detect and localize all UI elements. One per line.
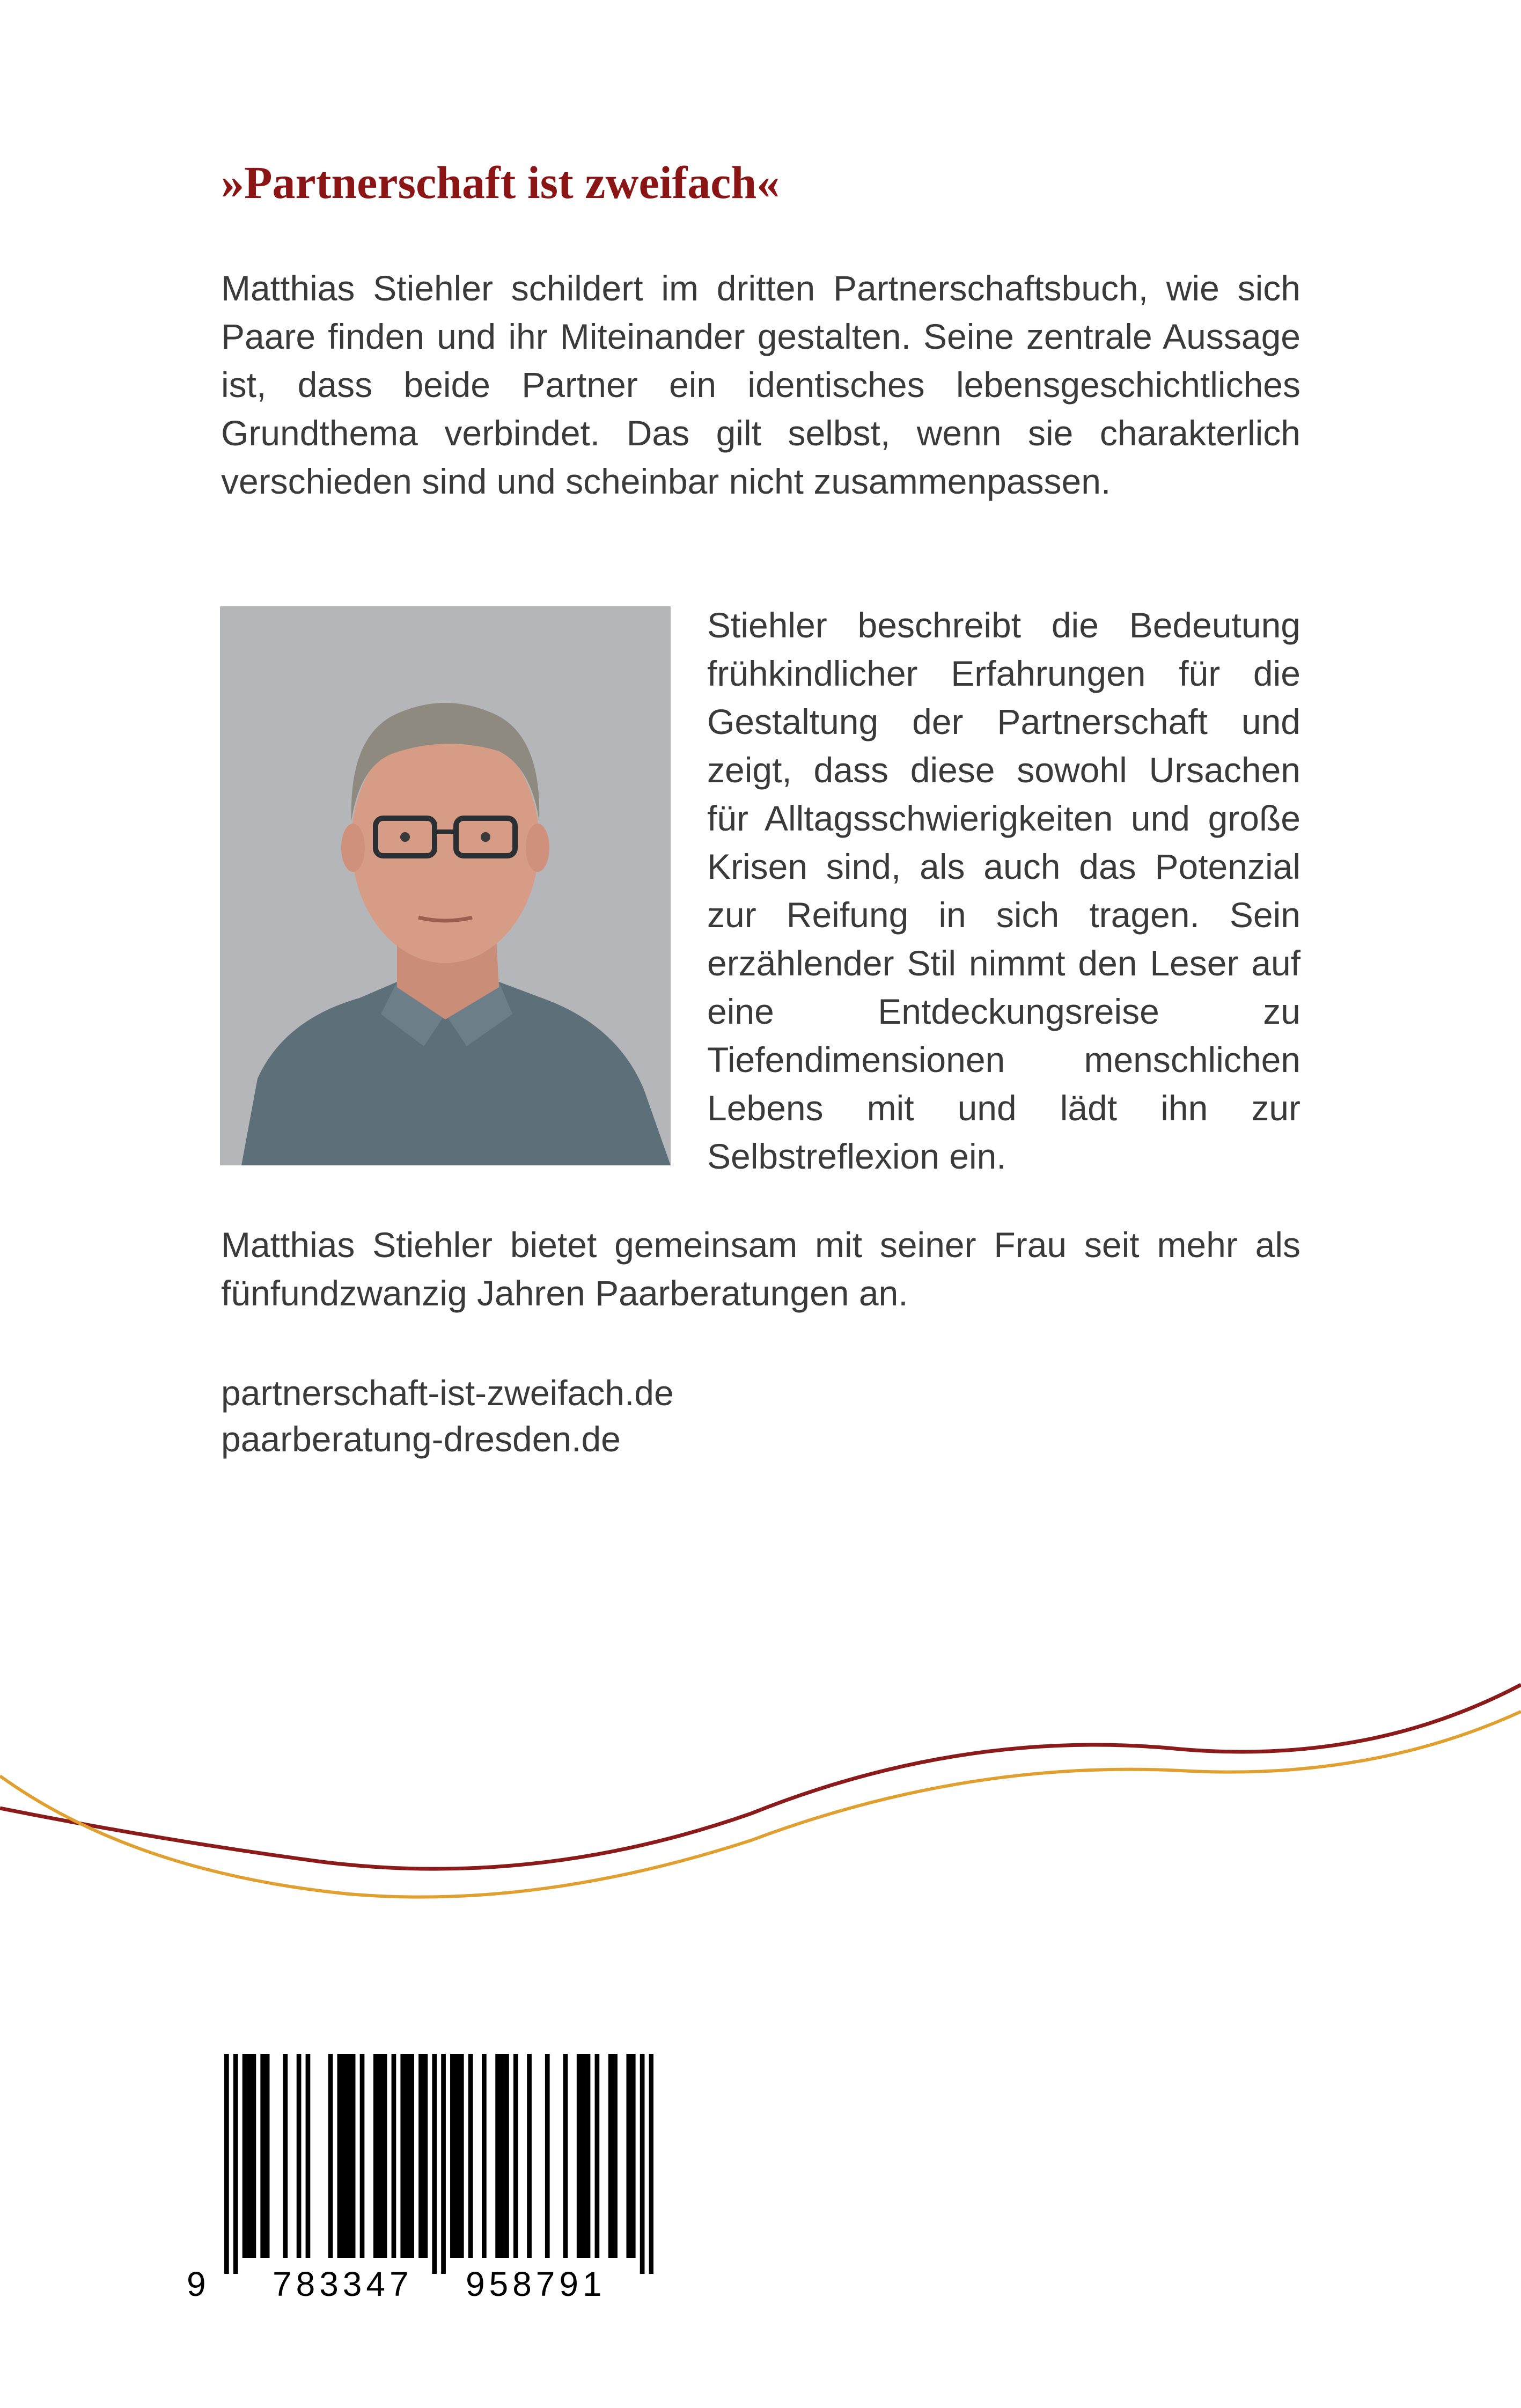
barcode-first-digit: 9: [187, 2265, 206, 2303]
bio-paragraph: Stiehler beschreibt die Bedeutung frühkindlicher Erfahrungen für die Gestaltung der Partnerschaft und zeigt, dass diese sowohl Ursachen für Alltagsschwierigkeiten und große Krisen sind, als auch das Potenzial zur Reifung in sich tragen. Sein erzählender Stil nimmt den Leser auf eine Entdeckungsreise zu Tiefendimensionen menschlichen Lebens mit und lädt ihn zur Selbstreflexion ein.: [707, 605, 1300, 1176]
outro-paragraph: Matthias Stiehler bietet gemeinsam mit seiner Frau seit mehr als fünfundzwanzig Jahren Paarberatungen an.: [221, 1225, 1300, 1313]
barcode-bar: [504, 2054, 509, 2258]
barcode-bar: [224, 2054, 229, 2274]
barcode-bar: [631, 2054, 636, 2258]
barcode-bar: [432, 2054, 437, 2274]
barcode-bars: [224, 2054, 653, 2274]
barcode-bar: [392, 2054, 396, 2258]
barcode-bar: [418, 2054, 423, 2258]
barcode-bar: [441, 2054, 446, 2274]
barcode-bar: [252, 2054, 256, 2258]
isbn-barcode: [187, 2043, 653, 2317]
website-link-2[interactable]: paarberatung-dresden.de: [221, 1419, 621, 1459]
barcode-bar: [373, 2054, 378, 2258]
barcode-bar: [260, 2054, 265, 2258]
barcode-right-digits: 958791: [466, 2265, 606, 2303]
barcode-bar: [400, 2054, 405, 2258]
barcode-bar: [626, 2054, 631, 2258]
book-title: »Partnerschaft ist zweifach«: [221, 157, 780, 208]
barcode-bar: [243, 2054, 247, 2258]
barcode-bar: [459, 2054, 464, 2258]
barcode-bar: [450, 2054, 455, 2258]
barcode-bar: [649, 2054, 653, 2274]
barcode-bar: [383, 2054, 387, 2258]
barcode-bar: [247, 2054, 252, 2258]
website-links: [221, 1370, 674, 1462]
barcode-bar: [563, 2054, 568, 2258]
barcode-bar: [378, 2054, 383, 2258]
barcode-bar: [351, 2054, 356, 2258]
barcode-left-digits: 783347: [273, 2265, 413, 2303]
barcode-bar: [640, 2054, 645, 2274]
barcode-bar: [346, 2054, 351, 2258]
barcode-bar: [500, 2054, 505, 2258]
barcode-bar: [581, 2054, 586, 2258]
barcode-bar: [586, 2054, 591, 2258]
barcode-bar: [423, 2054, 428, 2258]
barcode-bar: [595, 2054, 600, 2258]
barcode-bar: [337, 2054, 342, 2258]
barcode-bar: [545, 2054, 550, 2258]
author-photo: [220, 606, 671, 1165]
barcode-bar: [297, 2054, 302, 2258]
barcode-bar: [405, 2054, 410, 2258]
barcode-bar: [233, 2054, 238, 2274]
barcode-bar: [482, 2054, 487, 2258]
barcode-bar: [342, 2054, 347, 2258]
barcode-bar: [613, 2054, 618, 2258]
barcode-bar: [495, 2054, 500, 2258]
barcode-bar: [409, 2054, 414, 2258]
website-link-1[interactable]: partnerschaft-ist-zweifach.de: [221, 1373, 674, 1413]
barcode-bar: [527, 2054, 532, 2258]
author-portrait-icon: [220, 606, 671, 1165]
barcode-bar: [328, 2054, 333, 2258]
barcode-bar: [360, 2054, 365, 2258]
barcode-bar: [468, 2054, 473, 2258]
barcode-bar: [577, 2054, 582, 2258]
barcode-bar: [283, 2054, 288, 2258]
barcode-bar: [513, 2054, 518, 2258]
wave-lines-icon: [0, 1636, 1521, 1958]
barcode-bar: [454, 2054, 459, 2258]
barcode-bar: [306, 2054, 311, 2258]
barcode-bar: [608, 2054, 613, 2258]
barcode-bar: [265, 2054, 270, 2258]
intro-paragraph: Matthias Stiehler schildert im dritten Partnerschaftsbuch, wie sich Paare finden und ihr Miteinander gestalten. Seine zentrale Aussage ist, dass beide Partner ein identisches lebensgeschichtliches Grundthema verbindet. Das gilt selbst, wenn sie charakterlich verschieden sind und scheinbar nicht zusammenpassen.: [221, 268, 1300, 501]
